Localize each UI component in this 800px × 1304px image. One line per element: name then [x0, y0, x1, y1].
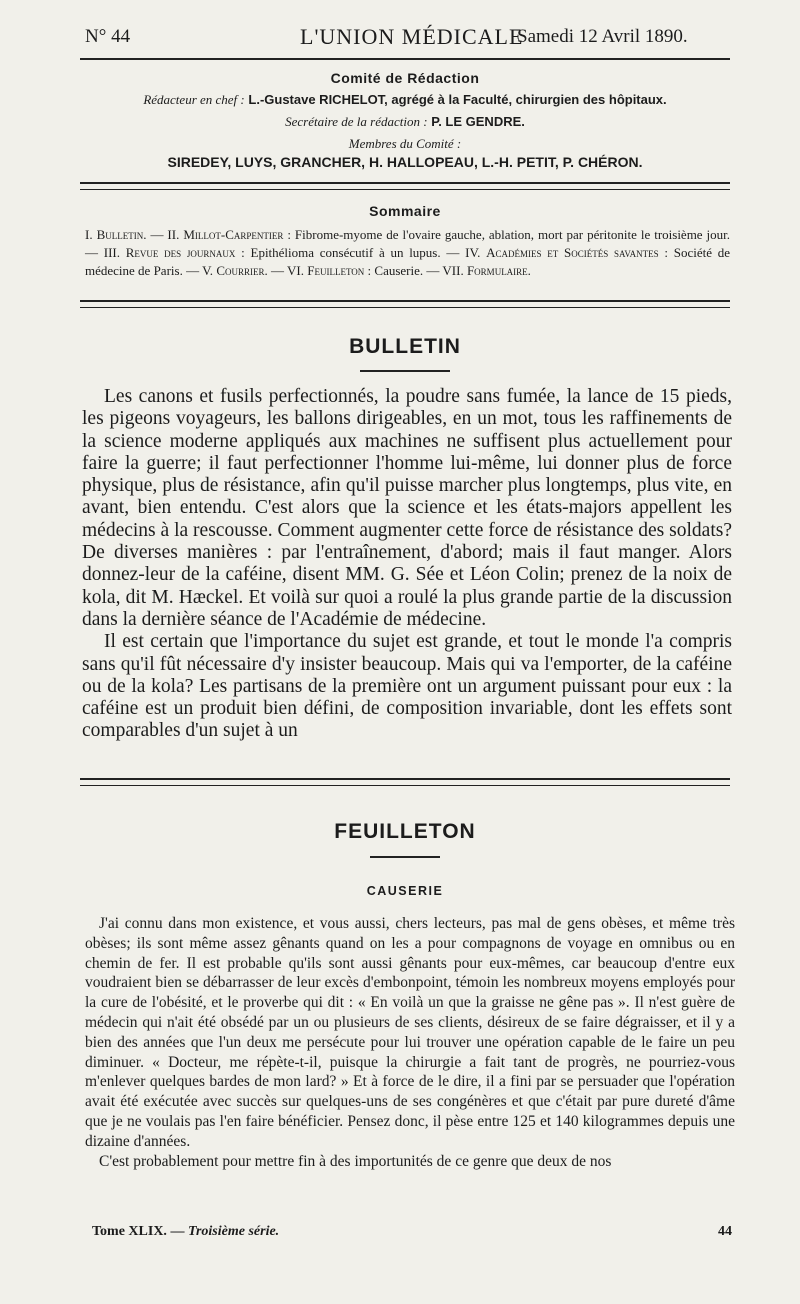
chief-name: L.-Gustave RICHELOT, agrégé à la Faculté, chirurgien des hôpitaux.: [248, 92, 667, 107]
committee-title: Comité de Rédaction: [330, 70, 480, 86]
header-rule: [80, 58, 730, 60]
causerie-heading: CAUSERIE: [366, 884, 444, 898]
feuilleton-article: [85, 914, 735, 1171]
tome-number: Tome XLIX.: [92, 1224, 167, 1239]
page-number: 44: [718, 1224, 732, 1239]
sommaire-item: IV. Académies et Sociétés savantes : Société de médecine de Paris. —: [85, 245, 731, 278]
bulletin-underline: [360, 370, 450, 372]
sommaire-item: II. Millot-Carpentier : Fibrome-myome de l'ovaire gauche, ablation, mort par péritonite le troisième jour. —: [85, 227, 731, 260]
members-label: Membres du Comité :: [348, 136, 462, 151]
page-header: [85, 18, 725, 54]
bulletin-paragraph: Les canons et fusils perfectionnés, la poudre sans fumée, la lance de 15 pieds, les pigeons voyageurs, les ballons dirigeables, en un mot, tous les raffinements de la science moderne appliqués aux machines ne suffisent plus actuellement pour faire la guerre; il faut perfectionner l'homme lui-même, lui donner plus de force physique, plus de résistance, afin qu'il puisse marcher plus longtemps, plus vite, en avant, bien entendu. C'est alors que la science et les états-majors appellent les médecins à la rescousse. Comment augmenter cette force de résistance des soldats? De diverses manières : par l'entraînement, d'abord; mais il faut manger. Alors donnez-leur de la caféine, disent MM. G. Sée et Léon Colin; prenez de la noix de kola, dit M. Hæckel. Et voilà sur quoi a roulé la plus grande partie de la discussion dans la dernière séance de l'Académie de médecine.: [82, 386, 732, 630]
secretary-label: Secrétaire de la rédaction :: [285, 114, 428, 129]
sommaire-item: III. Revue des journaux : Epithélioma consécutif à un lupus. —: [103, 245, 466, 260]
sommaire-item: I. Bulletin. —: [85, 227, 168, 242]
chief-label: Rédacteur en chef :: [143, 92, 245, 107]
tome-info: Tome XLIX. — Troisième série.: [92, 1224, 280, 1239]
feuilleton-separator: [80, 778, 730, 786]
feuilleton-paragraph: C'est probablement pour mettre fin à des importunités de ce genre que deux de nos: [99, 1152, 612, 1170]
sommaire-item: V. Courrier. —: [202, 263, 288, 278]
secretary-name: P. LE GENDRE.: [431, 114, 525, 129]
serie-label: Troisième série.: [187, 1224, 280, 1239]
bulletin-title: BULLETIN: [349, 335, 461, 358]
sommaire-contents: [85, 226, 730, 280]
feuilleton-paragraph: J'ai connu dans mon existence, et vous aussi, chers lecteurs, pas mal de gens obèses, et même très obèses; ils sont même assez gênants quand on les a pour compagnons de voyage en omnibus ou en chemin de fer. Il est probable qu'ils sont aussi gênants pour eux-mêmes, car beaucoup d'entre eux voudraient bien se débarrasser de leur excès d'embonpoint, témoin les nombreux moyens employés pour la cure de l'obésité, et le proverbe qui dit : « En voilà un que la graisse ne gêne pas ». Il n'est guère de médecin qui n'ait été obsédé par un ou plusieurs de ses clients, désireux de se faire dégraisser, et il y a bien des années que l'un deux me persécute pour lui trouver une opération capable de le faire un peu diminuer. « Docteur, me répète-t-il, puisque la chirurgie a fait tant de progrès, ne pourriez-vous m'enlever quelques bardes de mon lard? » Et à force de le dire, il a fini par se persuader que l'opération avait été exécutée avec succès sur quelques-uns de ses congénères et que c'était par pure dureté d'âme que je ne voulais pas l'en faire bénéficier. Pensez donc, il pèse entre 125 et 140 kilogrammes depuis une dizaine d'années.: [85, 915, 735, 1150]
secretary-line: [85, 114, 725, 130]
editorial-committee: [85, 70, 725, 170]
feuilleton-underline: [370, 856, 440, 858]
journal-title: L'UNION MÉDICALE: [300, 24, 524, 49]
issue-number: N° 44: [85, 26, 131, 47]
sommaire-item: VI. Feuilleton : Causerie. —: [287, 263, 443, 278]
bulletin-article: [82, 386, 732, 743]
sommaire-rule: [80, 300, 730, 308]
sommaire-item: VII. Formulaire.: [442, 263, 531, 278]
feuilleton-title: FEUILLETON: [334, 820, 476, 843]
issue-date: Samedi 12 Avril 1890.: [517, 26, 688, 47]
chief-editor-line: [85, 92, 725, 108]
bulletin-paragraph: Il est certain que l'importance du sujet est grande, et tout le monde l'a compris sans qu'il fût nécessaire d'y insister beaucoup. Mais qui va l'emporter, de la caféine ou de la kola? Les partisans de la première ont un argument puissant pour eux : la caféine est un produit bien défini, de composition invariable, dont les effets sont comparables d'un sujet à un: [82, 631, 732, 742]
sommaire-title: Sommaire: [369, 203, 441, 219]
committee-rule: [80, 182, 730, 190]
committee-members: SIREDEY, LUYS, GRANCHER, H. HALLOPEAU, L.-H. PETIT, P. CHÉRON.: [167, 154, 643, 170]
